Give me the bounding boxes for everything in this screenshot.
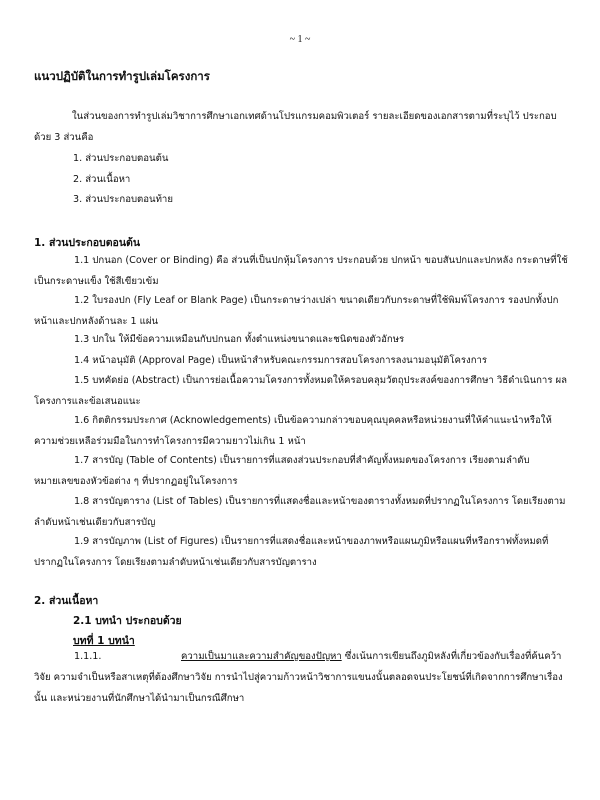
- section-1-item: 1.9 สารบัญภาพ (List of Figures) เป็นรายการที่แสดงชื่อและหน้าของภาพหรือแผนภูมิหรือแผนที่หรือกราฟทั้งหมดที่ปรากฏในโครงการ โดยเรียงตามลำดับหน้าเช่นเดียวกับสารบัญตาราง: [34, 536, 549, 568]
- section-1-item: 1.5 บทคัดย่อ (Abstract) เป็นการย่อเนื้อความโครงการทั้งหมดให้ครอบคลุมวัตถุประสงค์ของการศึกษา วิธีดำเนินการ ผลโครงการและข้อเสนอแนะ: [34, 375, 568, 407]
- part-list-item: 1. ส่วนประกอบตอนต้น: [73, 153, 169, 164]
- section-1-item: 1.6 กิตติกรรมประกาศ (Acknowledgements) เป็นข้อความกล่าวขอบคุณบุคคลหรือหน่วยงานที่ให้คำแนะนำหรือให้ความช่วยเหลือร่วมมือในการทำโครงการมีความยาวไม่เกิน 1 หน้า: [34, 415, 552, 447]
- document-title: แนวปฏิบัติในการทำรูปเล่มโครงการ: [34, 69, 210, 83]
- section-1-heading: 1. ส่วนประกอบตอนต้น: [34, 237, 141, 249]
- chapter-heading: บทที่ 1 บทนำ: [73, 635, 135, 647]
- section-1-item: 1.7 สารบัญ (Table of Contents) เป็นรายการที่แสดงส่วนประกอบที่สำคัญทั้งหมดของโครงการ เรียงตามลำดับหมายเลขของหัวข้อต่าง ๆ ที่ปรากฏอยู่ในโครงการ: [34, 455, 530, 487]
- section-1-item: 1.1 ปกนอก (Cover or Binding) คือ ส่วนที่เป็นปกหุ้มโครงการ ประกอบด้วย ปกหน้า ขอบสันปกและปกหลัง กระดาษที่ใช้เป็นกระดาษแข็ง ใช้สีเขียวเข้ม: [34, 255, 568, 287]
- intro-paragraph: ในส่วนของการทำรูปเล่มวิชาการศึกษาเอกเทศด้านโปรแกรมคอมพิวเตอร์ รายละเอียดของเอกสารตามที่ระบุไว้ ประกอบด้วย 3 ส่วนคือ: [34, 111, 557, 143]
- section-1-item: 1.4 หน้าอนุมัติ (Approval Page) เป็นหน้าสำหรับคณะกรรมการสอบโครงการลงนามอนุมัติโครงการ: [74, 355, 488, 366]
- subsection-number: 1.1.1.: [74, 651, 102, 662]
- section-1-item: 1.3 ปกใน ให้มีข้อความเหมือนกับปกนอก ทั้งตำแหน่งขนาดและชนิดของตัวอักษร: [74, 334, 405, 345]
- part-list-item: 2. ส่วนเนื้อหา: [73, 174, 131, 185]
- section-1-item: 1.8 สารบัญตาราง (List of Tables) เป็นรายการที่แสดงชื่อและหน้าของตารางทั้งหมดที่ปรากฏในโครงการ โดยเรียงตามลำดับหน้าเช่นเดียวกับสารบัญ: [34, 496, 566, 528]
- section-1-item: 1.2 ใบรองปก (Fly Leaf or Blank Page) เป็นกระดาษว่างเปล่า ขนาดเดียวกับกระดาษที่ใช้พิมพ์โครงการ รองปกทั้งปกหน้าและปกหลังด้านละ 1 แผ่น: [34, 295, 559, 327]
- subsection-topic: ความเป็นมาและความสำคัญของปัญหา: [181, 651, 342, 662]
- page-number: ~ 1 ~: [289, 34, 311, 45]
- subsection-text: ซึ่งเน้นการเขียนถึงภูมิหลังที่เกี่ยวข้องกับเรื่องที่ค้นคว้าวิจัย ความจำเป็นหรือสาเหตุที่ต้องศึกษาวิจัย การนำไปสู่ความก้าวหน้าวิชาการแขนงนั้นตลอดจนประโยชน์ที่เกิดจากการศึกษาเรื่องนั้น และหน่วยงานที่นักศึกษาได้นำมาเป็นกรณีศึกษา: [34, 651, 563, 704]
- section-2-subheading: 2.1 บทนำ ประกอบด้วย: [73, 615, 182, 627]
- part-list-item: 3. ส่วนประกอบตอนท้าย: [73, 194, 173, 205]
- subsection-paragraph: [34, 646, 566, 709]
- section-2-heading: 2. ส่วนเนื้อหา: [34, 595, 99, 607]
